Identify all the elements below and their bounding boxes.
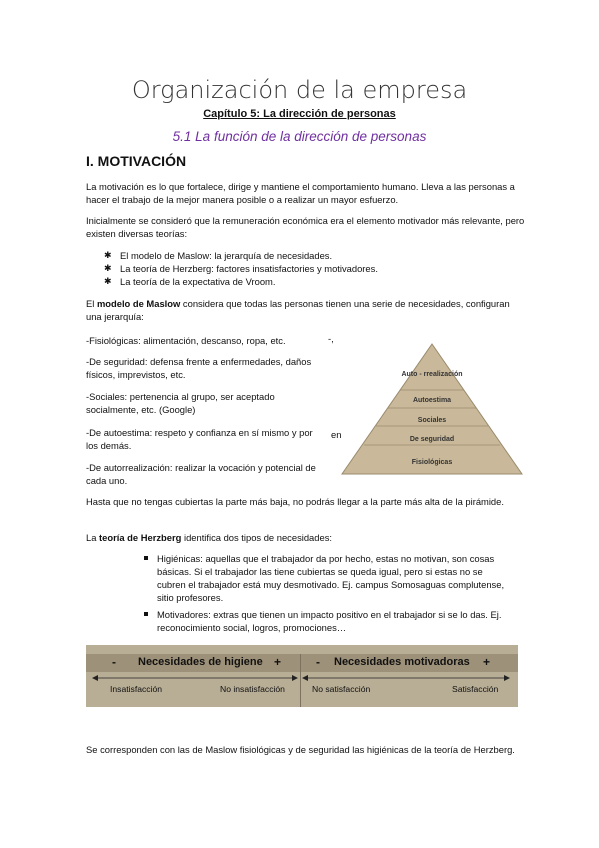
arrow-head — [292, 675, 298, 681]
chapter-heading: Capítulo 5: La dirección de personas — [203, 108, 396, 120]
bar-label-no-dissatisfaction: No insatisfacción — [220, 684, 285, 694]
bar-label-satisfaction: Satisfacción — [452, 684, 499, 694]
maslow-model-term: modelo de Maslow — [96, 298, 181, 309]
theories-list — [104, 249, 524, 288]
arrow-head — [504, 675, 510, 681]
bar-label-dissatisfaction: Insatisfacción — [110, 684, 163, 694]
pyramid-level-safety: De seguridad — [409, 436, 455, 443]
text-fragment: El — [86, 298, 97, 309]
need-self-actualization: -De autorrealización: realizar la vocación y potencial de cada uno. — [86, 462, 316, 486]
bar-minus-left: - — [112, 655, 116, 669]
pyramid-level-physiological: Fisiológicas — [411, 459, 453, 466]
pyramid-level-self-actualization: Auto - rrealización — [401, 371, 463, 378]
list-item: Higiénicas: aquellas que el trabajador da por hecho, estas no motivan, son cosas básicas. Si el trabajador las tiene cubiertas se queda igual, pero si estas no se cubren el trabajador está muy desmotivado. Ej. campus Somosaguas complutense, sitio profesores. — [142, 552, 512, 604]
arrow-head — [92, 675, 98, 681]
need-physiological: -Fisiológicas: alimentación, descanso, ropa, etc. — [86, 335, 286, 346]
paragraph-pyramid: Hasta que no tengas cubiertas la parte más baja, no podrás llegar a la parte más alta de la pirámide. — [86, 496, 504, 507]
maslow-pyramid-diagram — [340, 340, 524, 476]
bar-arrows — [92, 673, 512, 683]
text-fragment: La — [86, 532, 100, 543]
pyramid-shape — [342, 344, 522, 474]
list-item: Motivadores: extras que tienen un impacto positivo en el trabajador si se lo das. Ej. reconocimiento social, logros, promociones… — [142, 608, 512, 634]
bar-plus-left: + — [274, 655, 282, 669]
need-safety: -De seguridad: defensa frente a enfermedades, daños físicos, imprevistos, etc. — [86, 356, 312, 380]
bar-plus-right: + — [483, 655, 491, 669]
bar-hygiene-title: Necesidades de higiene — [138, 656, 263, 668]
paragraph-motivation: La motivación es lo que fortalece, dirige y mantiene el comportamiento humano. Lleva a las personas a hacer el trabajo de la mejor manera posible o a realizar un mayor esfuerzo. — [86, 181, 515, 205]
pyramid-level-social: Sociales — [417, 417, 447, 424]
document-title: Organización de la empresa — [131, 76, 468, 104]
need-esteem: -De autoestima: respeto y confianza en sí mismo y por los demás. — [86, 427, 313, 451]
need-social: -Sociales: pertenencia al grupo, ser aceptado socialmente, etc. (Google) — [86, 391, 275, 415]
herzberg-list — [142, 552, 512, 638]
list-item: ✱ La teoría de Herzberg: factores insatisfactories y motivadores. — [104, 262, 524, 275]
arrow-head — [302, 675, 308, 681]
paragraph-herzberg-intro — [86, 531, 526, 544]
paragraph-theories-intro: Inicialmente se consideró que la remuneración económica era el elemento motivador más relevante, pero existen diversas teorías: — [86, 215, 525, 239]
paragraph-maslow-intro — [86, 297, 526, 323]
bar-label-no-satisfaction: No satisfacción — [312, 684, 371, 694]
herzberg-theory-term: teoría de Herzberg — [99, 532, 182, 543]
paragraph-closing: Se corresponden con las de Maslow fisiológicas y de seguridad las higiénicas de la teoría de Herzberg. — [86, 744, 515, 755]
text-fragment: considera que todas las personas tienen una serie de necesidades, configuran una jerarquía: — [86, 298, 510, 322]
stray-mark: -, — [328, 333, 334, 344]
text-fragment: identifica dos tipos de necesidades: — [181, 532, 332, 543]
pyramid-level-esteem: Autoestima — [412, 397, 452, 404]
stray-text-en: en — [331, 429, 342, 440]
list-item: ✱ La teoría de la expectativa de Vroom. — [104, 275, 524, 288]
motivation-heading: I. MOTIVACIÓN — [86, 153, 187, 169]
bar-motivators-title: Necesidades motivadoras — [334, 656, 470, 668]
bar-minus-right: - — [316, 655, 320, 669]
list-item: ✱ El modelo de Maslow: la jerarquía de necesidades. — [104, 249, 524, 262]
section-heading: 5.1 La función de la dirección de personas — [172, 129, 427, 144]
